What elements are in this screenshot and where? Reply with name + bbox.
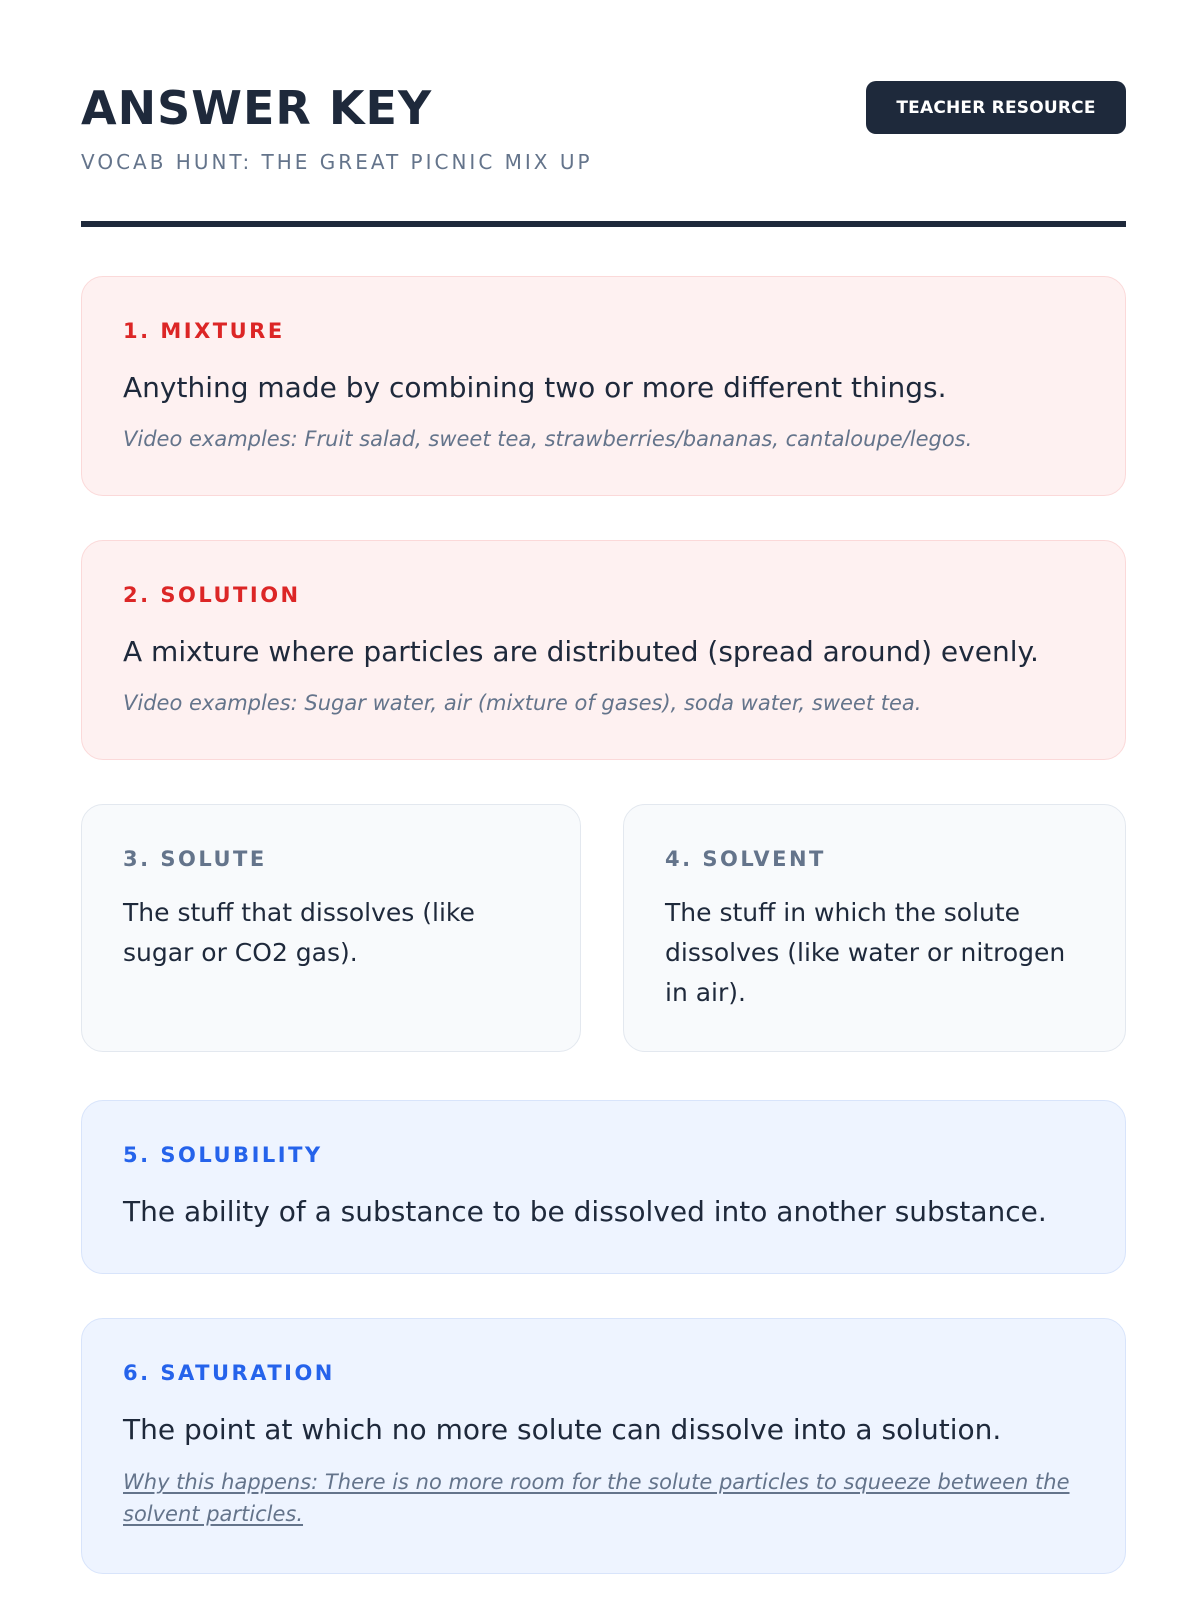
term-examples: Video examples: Fruit salad, sweet tea, strawberries/bananas, cantaloupe/legos. — [123, 427, 973, 451]
term-definition: The ability of a substance to be dissolved into another substance. — [123, 1195, 1047, 1228]
term-definition: The stuff in which the solute dissolves (like water or nitrogen in air). — [665, 898, 1066, 1007]
teacher-resource-badge: TEACHER RESOURCE — [866, 81, 1126, 134]
term-definition: The stuff that dissolves (like sugar or CO2 gas). — [123, 898, 475, 967]
term-card-mixture — [81, 276, 1126, 496]
term-definition: The point at which no more solute can dissolve into a solution. — [123, 1413, 1002, 1446]
term-heading: 6. SATURATION — [123, 1361, 335, 1385]
term-definition: A mixture where particles are distributed (spread around) evenly. — [123, 635, 1039, 668]
page-title: ANSWER KEY — [81, 81, 433, 135]
term-explanation: Why this happens: There is no more room for the solute particles to squeeze between the solvent particles. — [123, 1470, 1070, 1526]
answer-key-page — [81, 0, 1126, 1526]
term-examples: Video examples: Sugar water, air (mixture of gases), soda water, sweet tea. — [123, 691, 922, 715]
term-heading: 2. SOLUTION — [123, 583, 301, 607]
term-card-saturation — [81, 1318, 1126, 1574]
term-card-solubility — [81, 1100, 1126, 1274]
term-heading: 3. SOLUTE — [123, 847, 267, 871]
term-heading: 1. MIXTURE — [123, 319, 285, 343]
term-card-solvent — [623, 804, 1126, 1052]
term-definition: Anything made by combining two or more different things. — [123, 371, 947, 404]
term-card-solute — [81, 804, 581, 1052]
header-divider — [81, 221, 1126, 227]
header — [81, 0, 1126, 227]
term-heading: 5. SOLUBILITY — [123, 1143, 323, 1167]
page-subtitle: VOCAB HUNT: THE GREAT PICNIC MIX UP — [81, 150, 593, 174]
term-card-solution — [81, 540, 1126, 760]
term-heading: 4. SOLVENT — [665, 847, 826, 871]
